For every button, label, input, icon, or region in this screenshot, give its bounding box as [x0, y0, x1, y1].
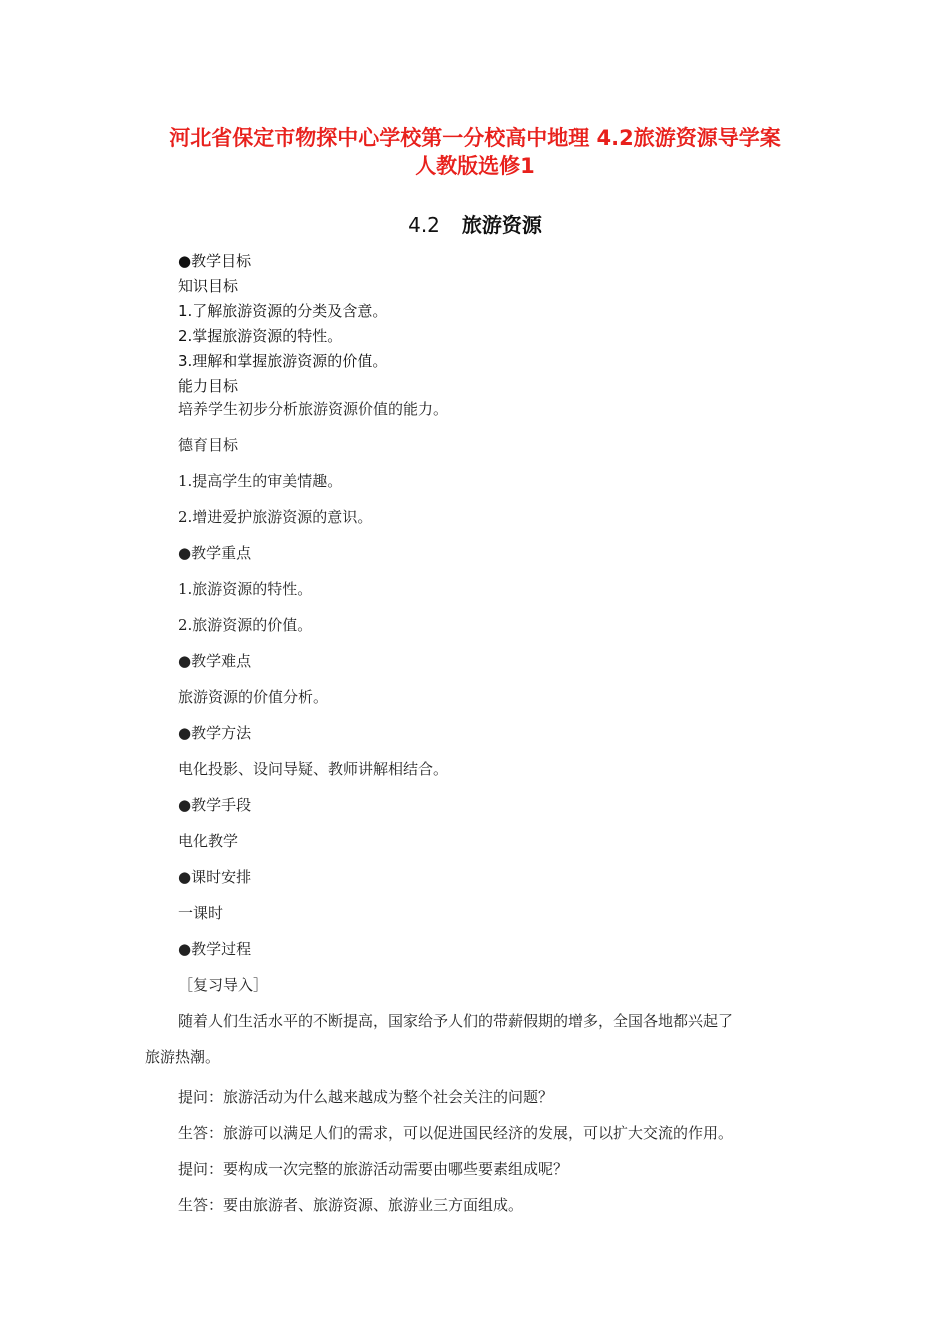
body-line: 培养学生初步分析旅游资源价值的能力。 [178, 400, 449, 418]
body-line: ●教学难点 [178, 652, 252, 670]
intro-paragraph-line2: 旅游热潮。 [145, 1048, 221, 1066]
body-line: ●课时安排 [178, 868, 252, 886]
intro-paragraph-line1: 随着人们生活水平的不断提高，国家给予人们的带薪假期的增多，全国各地都兴起了 [178, 1012, 734, 1030]
body-line: ●教学重点 [178, 544, 252, 562]
body-line: 1.提高学生的审美情趣。 [178, 472, 343, 490]
section-number: 4.2 [408, 213, 440, 237]
body-line: 德育目标 [178, 436, 239, 454]
body-line: ●教学方法 [178, 724, 252, 742]
body-line: ［复习导入］ [178, 976, 269, 994]
body-line: 1.旅游资源的特性。 [178, 580, 313, 598]
body-line: 2.增进爱护旅游资源的意识。 [178, 508, 373, 526]
body-line: 一课时 [178, 904, 224, 922]
knowledge-item: 3.理解和掌握旅游资源的价值。 [178, 352, 388, 370]
body-line: 2.旅游资源的价值。 [178, 616, 313, 634]
body-line: 旅游资源的价值分析。 [178, 688, 329, 706]
body-line: 电化投影、设问导疑、教师讲解相结合。 [178, 760, 449, 778]
dialogue-line: 生答：旅游可以满足人们的需求，可以促进国民经济的发展，可以扩大交流的作用。 [178, 1124, 734, 1142]
body-line: ●教学手段 [178, 796, 252, 814]
knowledge-heading: 知识目标 [178, 277, 239, 295]
body-line: ●教学过程 [178, 940, 252, 958]
section-title: 旅游资源 [461, 213, 542, 237]
knowledge-item: 2.掌握旅游资源的特性。 [178, 327, 343, 345]
knowledge-item: 1.了解旅游资源的分类及含意。 [178, 302, 388, 320]
dialogue-line: 提问：要构成一次完整的旅游活动需要由哪些要素组成呢？ [178, 1160, 569, 1178]
dialogue-line: 提问：旅游活动为什么越来越成为整个社会关注的问题？ [178, 1088, 554, 1106]
ability-heading: 能力目标 [178, 377, 239, 395]
objectives-heading: ●教学目标 [178, 252, 252, 270]
body-line: 电化教学 [178, 832, 239, 850]
document-title-line2: 人教版选修1 [415, 154, 535, 178]
section-heading [0, 210, 950, 240]
document-title-line1: 河北省保定市物探中心学校第一分校高中地理 4.2旅游资源导学案 [169, 126, 781, 150]
dialogue-line: 生答：要由旅游者、旅游资源、旅游业三方面组成。 [178, 1196, 524, 1214]
